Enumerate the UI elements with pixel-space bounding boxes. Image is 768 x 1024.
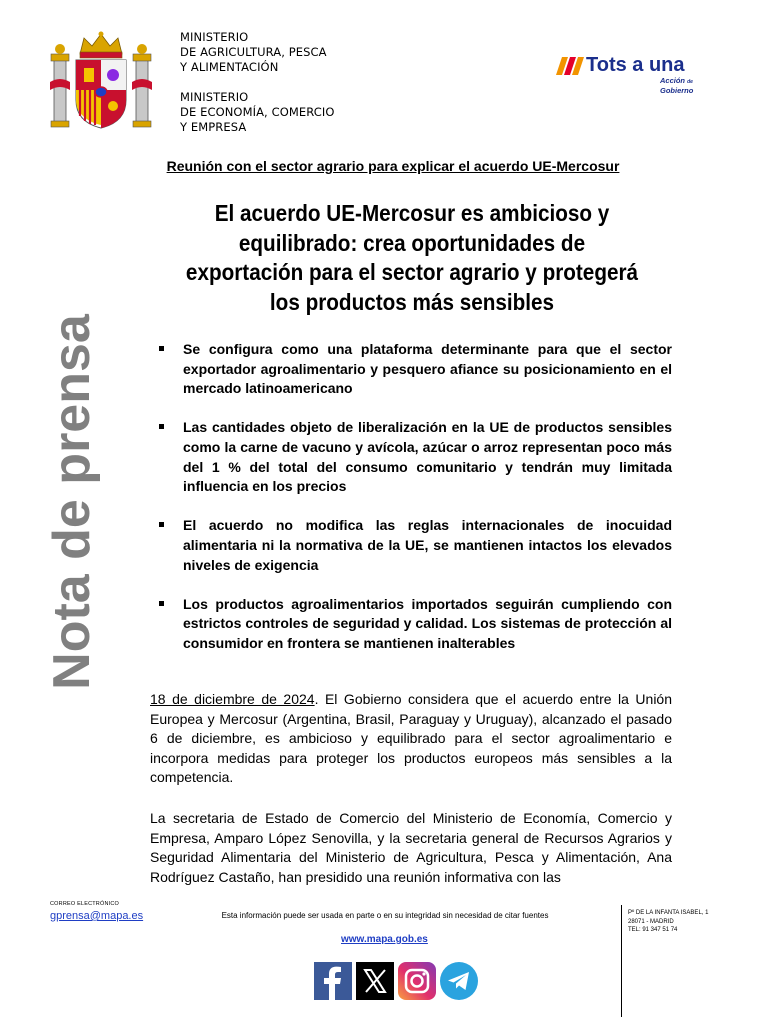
title-line: equilibrado: crea oportunidades de bbox=[238, 229, 586, 256]
address-line: 28071 - MADRID bbox=[628, 918, 674, 925]
list-item bbox=[156, 595, 672, 654]
tots-a-una-logo bbox=[556, 54, 706, 94]
website-link[interactable]: www.mapa.gob.es bbox=[341, 934, 428, 945]
list-item-text: El acuerdo no modifica las reglas internacionales de inocuidad alimentaria ni la normativa de la UE, se mantienen intactos los elevados niveles de exigencia bbox=[183, 517, 672, 573]
email-link[interactable]: gprensa@mapa.es bbox=[50, 910, 144, 922]
body-paragraph-1 bbox=[150, 690, 672, 788]
list-item-text: Se configura como una plataforma determinante para que el sector exportador agroalimentario y pesquero afiance su posicionamiento en el mercado latinoamericano bbox=[183, 341, 672, 397]
brand-subtitle-word: Acción bbox=[660, 76, 686, 85]
list-item bbox=[156, 516, 672, 575]
telegram-icon[interactable] bbox=[440, 962, 478, 1000]
side-label-text: Nota de prensa bbox=[43, 314, 101, 690]
ministry-economy-name bbox=[180, 90, 335, 135]
brand-subtitle-word: de bbox=[687, 79, 693, 85]
email-label: CORREO ELECTRÓNICO bbox=[50, 901, 119, 907]
title-line: los productos más sensibles bbox=[269, 288, 555, 315]
disclaimer-text: Esta información puede ser usada en parte o en su integridad sin necesidad de citar fuentes bbox=[221, 911, 549, 920]
ministry-line: MINISTERIO bbox=[180, 90, 249, 104]
paragraph-text: . El Gobierno considera que el acuerdo entre la Unión Europea y Mercosur (Argentina, Brasil, Paraguay y Uruguay), alcanzado el pasado 6 de diciembre, es ambicioso y equilibrado para el sector agroalimentario e incorpora medidas para proteger los productos europeos más sensibles a la competencia. bbox=[150, 691, 673, 785]
ministry-line: Y EMPRESA bbox=[180, 120, 247, 134]
list-item bbox=[156, 340, 672, 399]
press-date: 18 de diciembre de 2024 bbox=[150, 691, 315, 707]
page-subtitle: Reunión con el sector agrario para explicar el acuerdo UE-Mercosur bbox=[166, 158, 620, 174]
title-line: exportación para el sector agrario y protegerá bbox=[185, 259, 639, 285]
address-block bbox=[628, 909, 728, 935]
body-paragraph-2: La secretaria de Estado de Comercio del Ministerio de Economía, Comercio y Empresa, Amparo López Senovilla, y la secretaria general de Recursos Agrarios y Seguridad Alimentaria del Ministerio de Agricultura, Pesca y Alimentación, Ana Rodríguez Castaño, han presidido una reunión informativa con las bbox=[150, 810, 672, 885]
list-item bbox=[156, 418, 672, 496]
bullet-square-icon bbox=[159, 424, 164, 429]
address-line: Pº DE LA INFANTA ISABEL, 1 bbox=[628, 910, 709, 916]
spain-coat-of-arms-logo bbox=[48, 30, 154, 134]
title-line: El acuerdo UE-Mercosur es ambicioso y bbox=[214, 200, 610, 226]
brand-subtitle bbox=[660, 77, 693, 94]
list-item-text: Las cantidades objeto de liberalización en la UE de productos sensibles como la carne de vacuno y avícola, azúcar o arroz representan poco más del 1 % del total del consumo comunitario y tendrán muy limitada influencia en los precios bbox=[183, 419, 672, 495]
facebook-icon[interactable] bbox=[314, 962, 352, 1000]
ministry-line: DE ECONOMÍA, COMERCIO bbox=[180, 105, 335, 119]
press-release-side-label bbox=[43, 314, 101, 690]
ministry-agriculture-name bbox=[180, 30, 327, 75]
ministry-line: Y ALIMENTACIÓN bbox=[180, 60, 279, 74]
page-title bbox=[176, 199, 648, 317]
list-item-text: Los productos agroalimentarios importados seguirán cumpliendo con estrictos controles de seguridad y calidad. Los sistemas de protección al consumidor en frontera se mantienen inalterables bbox=[183, 595, 672, 651]
bullet-square-icon bbox=[159, 601, 164, 606]
x-icon[interactable] bbox=[356, 962, 394, 1000]
brand-subtitle-word: Gobierno bbox=[660, 85, 694, 95]
stripes-icon bbox=[556, 57, 584, 75]
brand-title: Tots a una bbox=[586, 54, 685, 76]
bullet-square-icon bbox=[159, 346, 164, 351]
instagram-icon[interactable] bbox=[398, 962, 436, 1000]
ministry-line: MINISTERIO bbox=[180, 30, 249, 44]
address-line: TEL: 91 347 51 74 bbox=[628, 927, 678, 933]
bullet-square-icon bbox=[159, 522, 164, 527]
key-points-list bbox=[156, 340, 672, 673]
ministry-line: DE AGRICULTURA, PESCA bbox=[180, 45, 327, 59]
footer-divider bbox=[621, 905, 622, 1017]
